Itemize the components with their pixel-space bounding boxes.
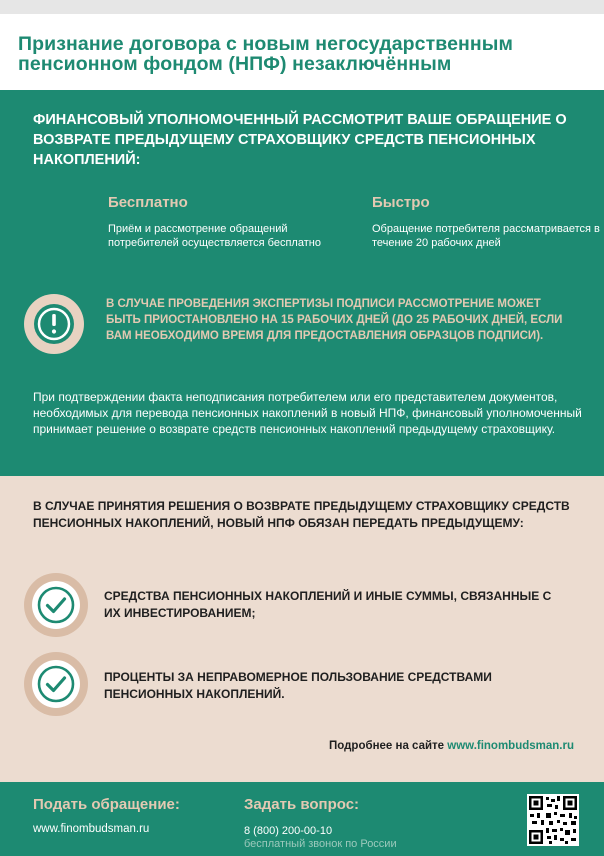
warning-text: В СЛУЧАЕ ПРОВЕДЕНИЯ ЭКСПЕРТИЗЫ ПОДПИСИ РАССМОТРЕНИЕ МОЖЕТ БЫТЬ ПРИОСТАНОВЛЕНО НА 15 РАБОЧИХ ДНЕЙ (ДО 25 РАБОЧИХ ДНЕЙ, ЕСЛИ ВАМ НЕОБХОДИМО ВРЕМЯ ДЛЯ ПРЕДОСТАВЛЕНИЯ ОБРАЗЦОВ ПОДПИСИ). [106,298,563,342]
feature-fast [372,194,602,250]
qr-code [527,794,579,846]
submit-heading: Подать обращение: [33,796,180,813]
obligations-intro: В СЛУЧАЕ ПРИНЯТИЯ РЕШЕНИЯ О ВОЗВРАТЕ ПРЕДЫДУЩЕМУ СТРАХОВЩИКУ СРЕДСТВ ПЕНСИОННЫХ НАКОПЛЕНИЙ, НОВЫЙ НПФ ОБЯЗАН ПЕРЕДАТЬ ПРЕДЫДУЩЕМУ: [33,499,570,530]
lead-text: ФИНАНСОВЫЙ УПОЛНОМОЧЕННЫЙ РАССМОТРИТ ВАШЕ ОБРАЩЕНИЕ О ВОЗВРАТЕ ПРЕДЫДУЩЕМУ СТРАХОВЩИКУ СРЕДСТВ ПЕНСИОННЫХ НАКОПЛЕНИЙ: [33,112,567,168]
footer [0,782,604,856]
list-item: СРЕДСТВА ПЕНСИОННЫХ НАКОПЛЕНИЙ И ИНЫЕ СУММЫ, СВЯЗАННЫЕ С ИХ ИНВЕСТИРОВАНИЕМ; [104,589,552,620]
more-label: Подробнее на сайте [328,740,445,752]
feature-text: Приём и рассмотрение обращений потребителей осуществляется бесплатно [108,223,321,249]
feature-title: Бесплатно [108,194,188,211]
ask-heading: Задать вопрос: [244,796,360,813]
ask-block [244,796,397,851]
page-title: Признание договора с новым негосударственным пенсионном фондом (НПФ) незаключённым [18,33,514,75]
list-item: ПРОЦЕНТЫ ЗА НЕПРАВОМЕРНОЕ ПОЛЬЗОВАНИЕ СРЕДСТВАМИ ПЕНСИОННЫХ НАКОПЛЕНИЙ. [104,670,492,701]
website-link[interactable]: www.finombudsman.ru [447,740,574,752]
feature-free [108,194,338,250]
exclamation-icon [24,294,84,354]
page-header [0,14,604,90]
info-paragraph: При подтверждении факта неподписания потребителем или его представителем документов, необходимых для перевода пенсионных накоплений в новый НПФ, финансовый уполномоченный принимает решение о возврате средств пенсионных накоплений предыдущему страховщику. [33,390,582,436]
feature-text: Обращение потребителя рассматривается в течение 20 рабочих дней [372,223,600,249]
feature-title: Быстро [372,194,430,211]
phone-note: бесплатный звонок по России [244,838,397,850]
phone-number[interactable]: 8 (800) 200-00-10 [244,825,333,837]
check-icon [24,652,88,716]
info-section [0,90,604,476]
top-strip [0,0,604,14]
submit-block [33,796,180,835]
more-info [329,740,574,752]
check-icon [24,573,88,637]
submit-site-link[interactable]: www.finombudsman.ru [33,823,150,835]
obligations-section [0,476,604,782]
